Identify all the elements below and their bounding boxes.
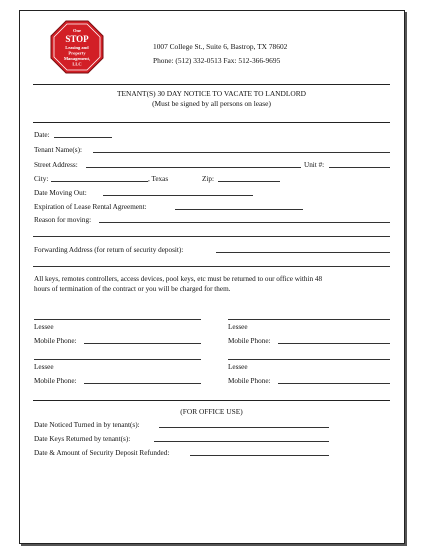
- city-label: City:: [34, 175, 49, 183]
- date-keys-returned-label: Date Keys Returned by tenant(s):: [34, 435, 131, 443]
- city-field[interactable]: [51, 181, 148, 182]
- svg-text:Management,: Management,: [63, 56, 91, 61]
- street-address-label: Street Address:: [34, 161, 78, 169]
- moving-out-label: Date Moving Out:: [34, 189, 87, 197]
- street-address-field[interactable]: [86, 167, 301, 168]
- lessee-label-3: Lessee: [34, 363, 54, 371]
- moving-out-field[interactable]: [103, 195, 253, 196]
- lessee-signature-line-2[interactable]: [228, 319, 390, 320]
- tenant-names-field[interactable]: [93, 152, 390, 153]
- lessee-signature-line-3[interactable]: [34, 359, 201, 360]
- lease-expiration-label: Expiration of Lease Rental Agreement:: [34, 203, 147, 211]
- lessee-signature-line-1[interactable]: [34, 319, 201, 320]
- keys-notice-line2: hours of termination of the contract or you will be charged for them.: [34, 285, 231, 293]
- forwarding-address-field-line2[interactable]: [33, 266, 390, 267]
- company-logo: [50, 20, 104, 74]
- lease-expiration-field[interactable]: [175, 209, 303, 210]
- svg-text:LLC: LLC: [72, 61, 82, 67]
- deposit-refunded-label: Date & Amount of Security Deposit Refunded:: [34, 449, 170, 457]
- state-label: , Texas: [148, 175, 169, 183]
- lessee-signature-line-4[interactable]: [228, 359, 390, 360]
- unit-field[interactable]: [329, 167, 390, 168]
- date-noticed-field[interactable]: [159, 427, 329, 428]
- mobile-phone-field-4[interactable]: [278, 383, 390, 384]
- form-title: TENANT(S) 30 DAY NOTICE TO VACATE TO LANDLORD: [117, 89, 306, 98]
- date-label: Date:: [34, 131, 50, 139]
- lessee-label-4: Lessee: [228, 363, 248, 371]
- form-subtitle: (Must be signed by all persons on lease): [152, 99, 271, 108]
- mobile-phone-field-2[interactable]: [278, 343, 390, 344]
- forwarding-address-label: Forwarding Address (for return of security deposit):: [34, 246, 184, 254]
- keys-notice-line1: All keys, remotes controllers, access devices, pool keys, etc must be returned to our office within 48: [34, 275, 323, 283]
- reason-field-line2[interactable]: [33, 236, 390, 237]
- zip-label: Zip:: [202, 175, 214, 183]
- mobile-phone-field-1[interactable]: [84, 343, 201, 344]
- office-use-divider: [33, 400, 390, 401]
- reason-field[interactable]: [99, 222, 390, 223]
- title-divider: [33, 122, 390, 123]
- deposit-refunded-field[interactable]: [190, 455, 329, 456]
- tenant-names-label: Tenant Name(s):: [34, 146, 82, 154]
- company-phone: Phone: (512) 332-0513 Fax: 512-366-9695: [153, 56, 281, 65]
- office-use-heading: (FOR OFFICE USE): [180, 407, 243, 416]
- date-noticed-label: Date Noticed Turned in by tenant(s):: [34, 421, 140, 429]
- company-address: 1007 College St., Suite 6, Bastrop, TX 78602: [153, 42, 288, 51]
- zip-field[interactable]: [218, 181, 280, 182]
- reason-label: Reason for moving:: [34, 216, 92, 224]
- header-divider: [33, 84, 390, 85]
- mobile-phone-field-3[interactable]: [84, 383, 201, 384]
- form-page: [19, 10, 405, 544]
- svg-text:STOP: STOP: [65, 34, 89, 44]
- mobile-phone-label-2: Mobile Phone:: [228, 337, 271, 345]
- mobile-phone-label-4: Mobile Phone:: [228, 377, 271, 385]
- date-keys-returned-field[interactable]: [154, 441, 329, 442]
- svg-text:Property: Property: [68, 50, 86, 56]
- lessee-label-1: Lessee: [34, 323, 54, 331]
- svg-text:One: One: [72, 28, 82, 33]
- unit-label: Unit #:: [304, 161, 325, 169]
- svg-text:Leasing and: Leasing and: [65, 45, 89, 50]
- forwarding-address-field[interactable]: [216, 252, 390, 253]
- mobile-phone-label-1: Mobile Phone:: [34, 337, 77, 345]
- lessee-label-2: Lessee: [228, 323, 248, 331]
- date-field[interactable]: [54, 137, 112, 138]
- mobile-phone-label-3: Mobile Phone:: [34, 377, 77, 385]
